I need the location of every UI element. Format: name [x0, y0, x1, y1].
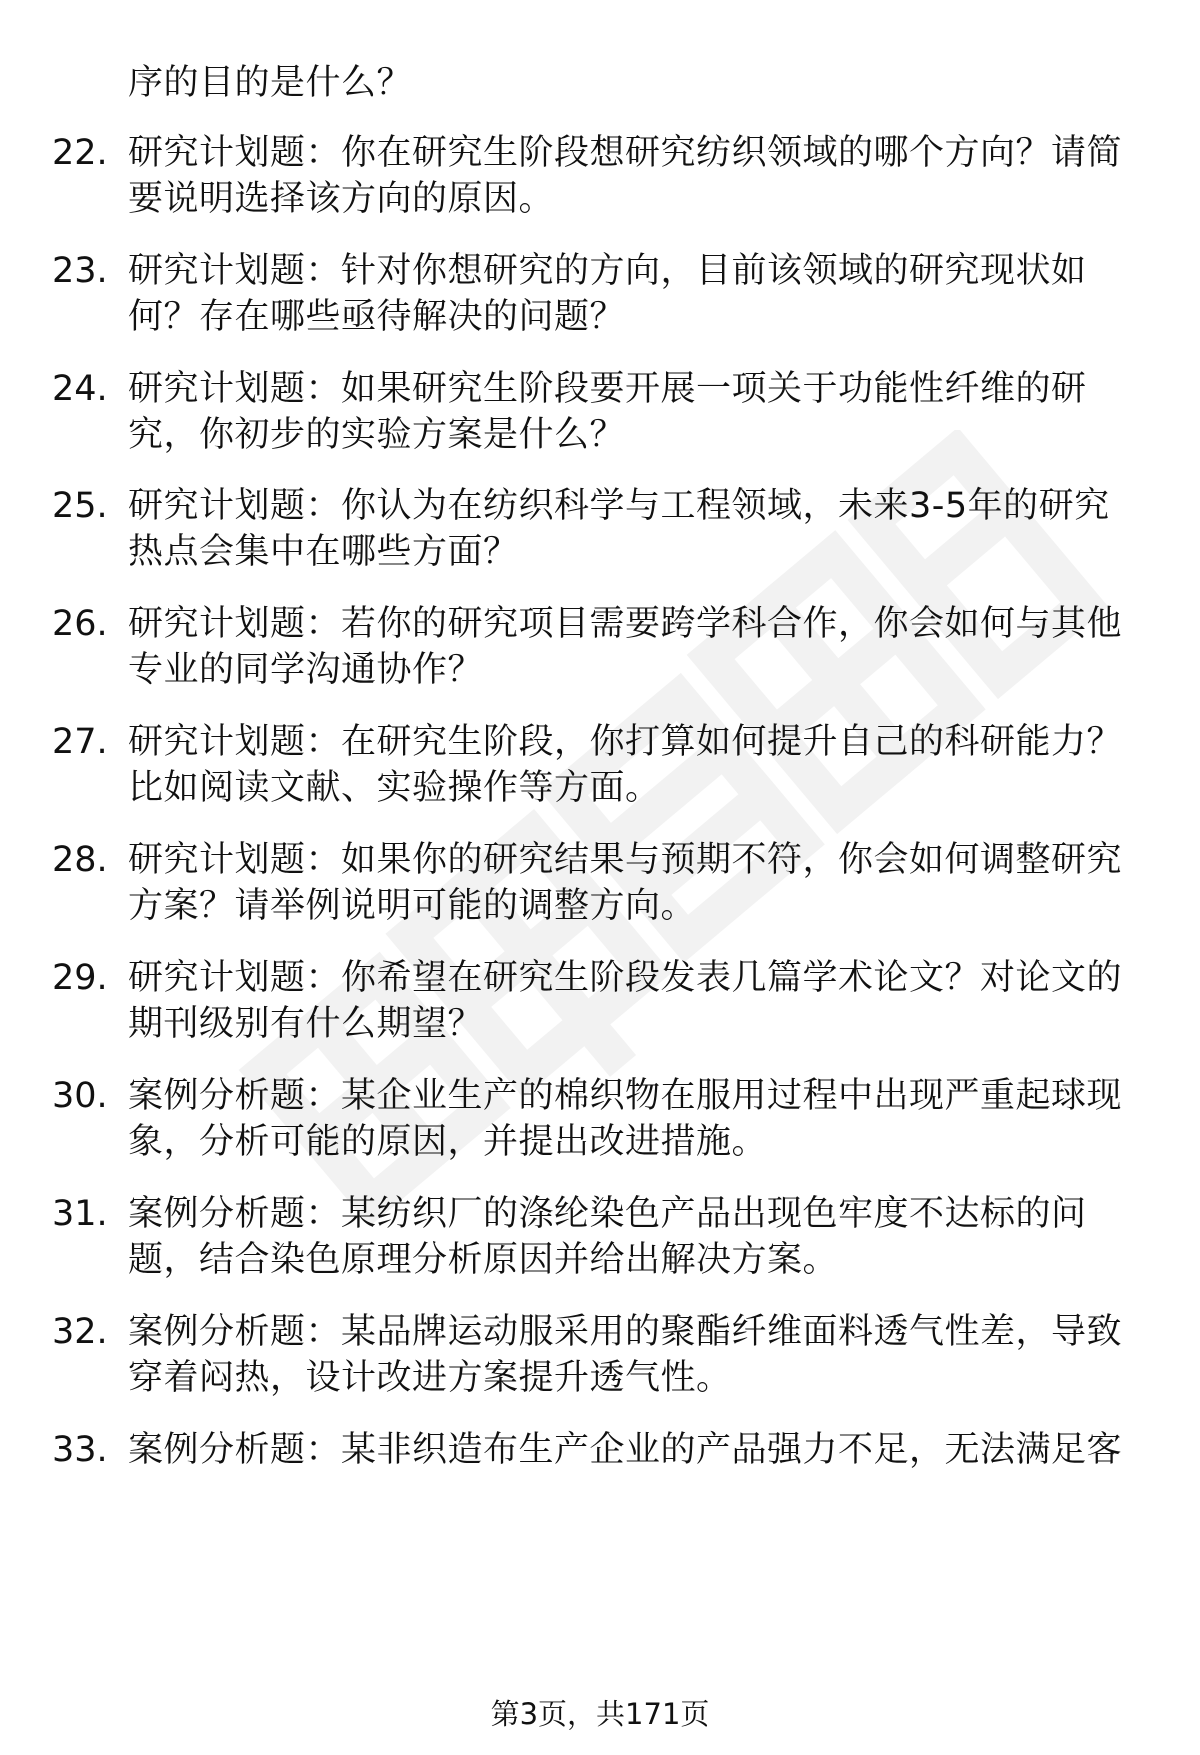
question-number: 27.	[52, 722, 108, 762]
question-text-line: 热点会集中在哪些方面？	[128, 532, 519, 572]
question-number: 31.	[52, 1194, 108, 1234]
question-text-line: 研究计划题：你在研究生阶段想研究纺织领域的哪个方向？请简	[128, 133, 1123, 173]
question-number: 28.	[52, 840, 108, 880]
question-text-line: 案例分析题：某企业生产的棉织物在服用过程中出现严重起球现	[128, 1076, 1123, 1116]
question-text-line: 究，你初步的实验方案是什么？	[128, 415, 626, 455]
question-number: 23.	[52, 251, 108, 291]
question-number: 33.	[52, 1430, 108, 1470]
question-text-line: 专业的同学沟通协作？	[128, 650, 484, 690]
question-text-line: 要说明选择该方向的原因。	[128, 179, 555, 219]
question-text-line: 研究计划题：针对你想研究的方向，目前该领域的研究现状如	[128, 251, 1087, 291]
question-text-line: 穿着闷热，设计改进方案提升透气性。	[128, 1358, 732, 1398]
question-text-line: 期刊级别有什么期望？	[128, 1004, 484, 1044]
question-text-line: 案例分析题：某非织造布生产企业的产品强力不足，无法满足客	[128, 1430, 1123, 1470]
continuation-text: 序的目的是什么？	[128, 63, 413, 103]
question-text-line: 研究计划题：你认为在纺织科学与工程领域，未来3-5年的研究	[128, 486, 1110, 526]
question-text-line: 研究计划题：如果研究生阶段要开展一项关于功能性纤维的研	[128, 369, 1087, 409]
question-text-line: 研究计划题：在研究生阶段，你打算如何提升自己的科研能力？	[128, 722, 1123, 762]
question-text-line: 象，分析可能的原因，并提出改进措施。	[128, 1122, 768, 1162]
page-footer: 第3页，共171页	[490, 1697, 710, 1731]
question-number: 29.	[52, 958, 108, 998]
question-number: 25.	[52, 486, 108, 526]
question-text-line: 研究计划题：如果你的研究结果与预期不符，你会如何调整研究	[128, 840, 1123, 880]
question-text-line: 案例分析题：某纺织厂的涤纶染色产品出现色牢度不达标的问	[128, 1194, 1087, 1234]
question-text-line: 案例分析题：某品牌运动服采用的聚酯纤维面料透气性差，导致	[128, 1312, 1123, 1352]
question-text-line: 比如阅读文献、实验操作等方面。	[128, 768, 661, 808]
question-number: 26.	[52, 604, 108, 644]
question-text-line: 方案？请举例说明可能的调整方向。	[128, 886, 697, 926]
question-text-line: 何？存在哪些亟待解决的问题？	[128, 297, 626, 337]
question-number: 22.	[52, 133, 108, 173]
question-text-line: 题，结合染色原理分析原因并给出解决方案。	[128, 1240, 839, 1280]
question-text-line: 研究计划题：若你的研究项目需要跨学科合作，你会如何与其他	[128, 604, 1123, 644]
question-text-line: 研究计划题：你希望在研究生阶段发表几篇学术论文？对论文的	[128, 958, 1123, 998]
question-number: 30.	[52, 1076, 108, 1116]
question-number: 32.	[52, 1312, 108, 1352]
question-number: 24.	[52, 369, 108, 409]
